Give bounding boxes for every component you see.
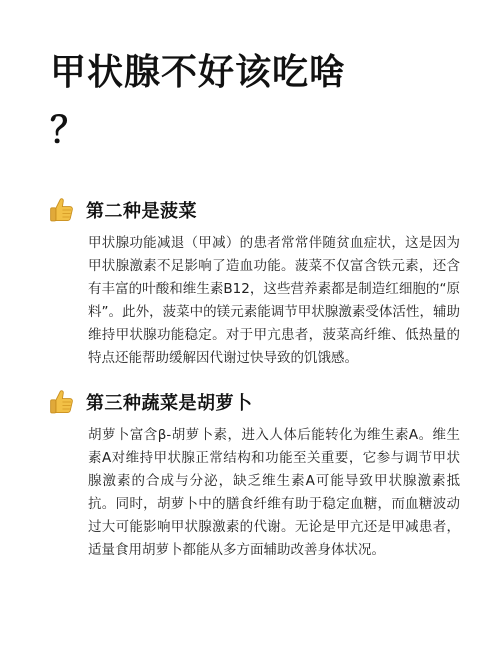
section-header	[50, 386, 460, 418]
section-header	[50, 194, 460, 226]
thumbs-up-icon	[48, 196, 76, 224]
section-heading: 第三种蔬菜是胡萝卜	[86, 393, 253, 414]
section-spinach	[50, 194, 460, 370]
section-body: 胡萝卜富含β-胡萝卜素，进入人体后能转化为维生素A。维生素A对维持甲状腺正常结构和功能至关重要，它参与调节甲状腺激素的合成与分泌，缺乏维生素A可能导致甲状腺激素抵抗。同时，胡萝卜中的膳食纤维有助于稳定血糖，而血糖波动过大可能影响甲状腺激素的代谢。无论是甲亢还是甲减患者，适量食用胡萝卜都能从多方面辅助改善身体状况。	[88, 427, 460, 558]
section-body: 甲状腺功能减退（甲减）的患者常常伴随贫血症状，这是因为甲状腺激素不足影响了造血功能。菠菜不仅富含铁元素，还含有丰富的叶酸和维生素B12，这些营养素都是制造红细胞的“原料”。此外，菠菜中的镁元素能调节甲状腺激素受体活性，辅助维持甲状腺功能稳定。对于甲亢患者，菠菜高纤维、低热量的特点还能帮助缓解因代谢过快导致的饥饿感。	[88, 235, 460, 366]
page-title-line1: 甲状腺不好该吃啥	[50, 52, 347, 93]
section-carrot	[50, 386, 460, 562]
section-heading: 第二种是菠菜	[86, 201, 197, 222]
thumbs-up-icon	[48, 388, 76, 416]
page-title	[50, 0, 460, 160]
page-title-line2: ？	[50, 110, 88, 151]
